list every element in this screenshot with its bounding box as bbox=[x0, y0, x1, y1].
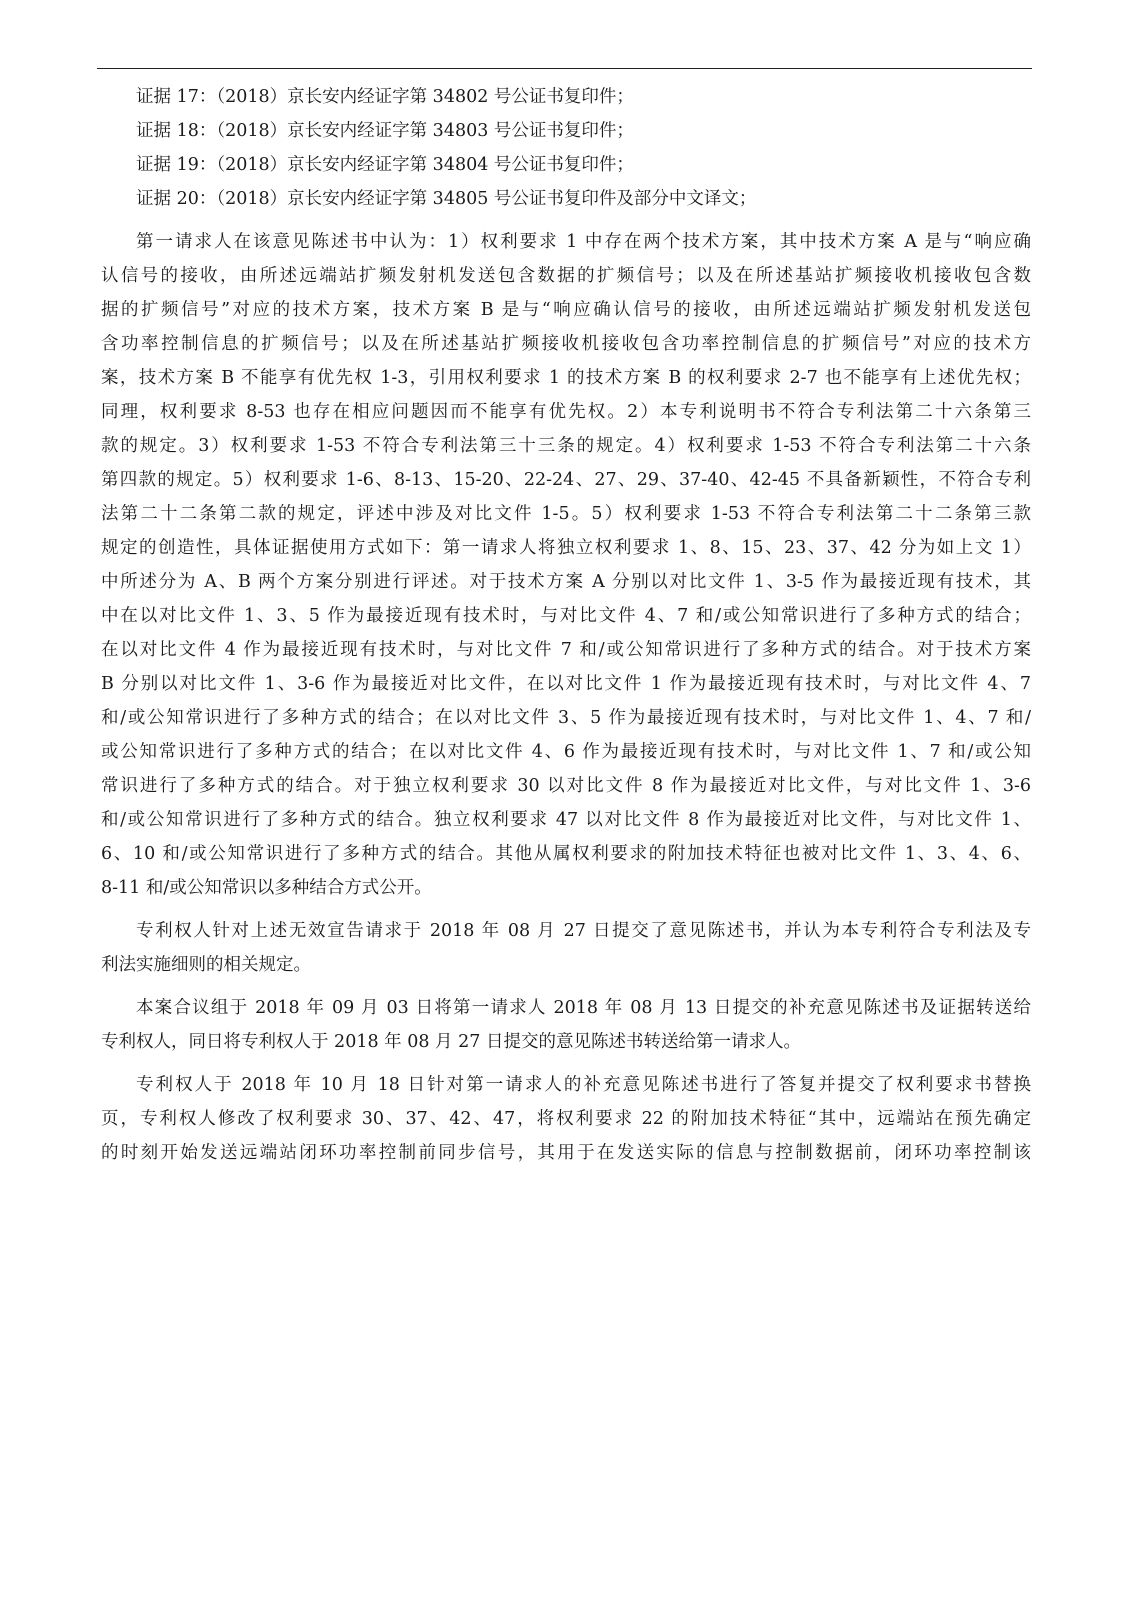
paragraph-line: 中所述分为 A、B 两个方案分别进行评述。对于技术方案 A 分别以对比文件 1、3-5 作为最接近现有技术，其 bbox=[101, 572, 1031, 592]
paragraph-panel-transfer bbox=[101, 991, 1031, 1059]
paragraph-line: 规定的创造性，具体证据使用方式如下：第一请求人将独立权利要求 1、8、15、23、37、42 分为如上文 1） bbox=[101, 538, 1031, 558]
header-rule bbox=[97, 68, 1032, 69]
paragraph-line: 第一请求人在该意见陈述书中认为：1）权利要求 1 中存在两个技术方案，其中技术方案 A 是与“响应确 bbox=[136, 232, 1031, 252]
paragraph-line: 案，技术方案 B 不能享有优先权 1-3，引用权利要求 1 的技术方案 B 的权利要求 2-7 也不能享有上述优先权； bbox=[101, 368, 1031, 388]
paragraph-line: 本案合议组于 2018 年 09 月 03 日将第一请求人 2018 年 08 月 13 日提交的补充意见陈述书及证据转送给 bbox=[136, 998, 1031, 1018]
paragraph-line: 款的规定。3）权利要求 1-53 不符合专利法第三十三条的规定。4）权利要求 1-53 不符合专利法第二十六条 bbox=[101, 436, 1031, 456]
paragraph-line: 含功率控制信息的扩频信号；以及在所述基站扩频接收机接收包含功率控制信息的扩频信号”对应的技术方 bbox=[101, 334, 1031, 354]
evidence-item: 证据 18：（2018）京长安内经证字第 34803 号公证书复印件； bbox=[136, 121, 634, 141]
paragraph-patentee-amendment bbox=[101, 1068, 1031, 1170]
paragraph-line: 和/或公知常识进行了多种方式的结合。独立权利要求 47 以对比文件 8 作为最接近对比文件，与对比文件 1、 bbox=[101, 810, 1031, 830]
paragraph-line: 利法实施细则的相关规定。 bbox=[101, 955, 311, 975]
paragraph-line: B 分别以对比文件 1、3-6 作为最接近对比文件，在以对比文件 1 作为最接近现有技术时，与对比文件 4、7 bbox=[101, 674, 1031, 694]
paragraph-line: 页，专利权人修改了权利要求 30、37、42、47，将权利要求 22 的附加技术特征“其中，远端站在预先确定 bbox=[101, 1109, 1031, 1129]
paragraph-line: 第四款的规定。5）权利要求 1-6、8-13、15-20、22-24、27、29、37-40、42-45 不具备新颖性，不符合专利 bbox=[101, 470, 1031, 490]
paragraph-line: 的时刻开始发送远端站闭环功率控制前同步信号，其用于在发送实际的信息与控制数据前，闭环功率控制该 bbox=[101, 1143, 1031, 1163]
paragraph-line: 认信号的接收，由所述远端站扩频发射机发送包含数据的扩频信号；以及在所述基站扩频接收机接收包含数 bbox=[101, 266, 1031, 286]
paragraph-line: 专利权人，同日将专利权人于 2018 年 08 月 27 日提交的意见陈述书转送给第一请求人。 bbox=[101, 1032, 801, 1052]
paragraph-line: 专利权人针对上述无效宣告请求于 2018 年 08 月 27 日提交了意见陈述书，并认为本专利符合专利法及专 bbox=[136, 921, 1031, 941]
paragraph-line: 6、10 和/或公知常识进行了多种方式的结合。其他从属权利要求的附加技术特征也被对比文件 1、3、4、6、 bbox=[101, 844, 1031, 864]
paragraph-line: 或公知常识进行了多种方式的结合；在以对比文件 4、6 作为最接近现有技术时，与对比文件 1、7 和/或公知 bbox=[101, 742, 1031, 762]
paragraph-line: 8-11 和/或公知常识以多种结合方式公开。 bbox=[101, 878, 432, 898]
paragraph-line: 同理，权利要求 8-53 也存在相应问题因而不能享有优先权。2）本专利说明书不符合专利法第二十六条第三 bbox=[101, 402, 1031, 422]
evidence-item: 证据 17：（2018）京长安内经证字第 34802 号公证书复印件； bbox=[136, 87, 634, 107]
paragraph-patentee-response bbox=[101, 914, 1031, 982]
evidence-list bbox=[101, 80, 1031, 216]
paragraph-line: 在以对比文件 4 作为最接近现有技术时，与对比文件 7 和/或公知常识进行了多种方式的结合。对于技术方案 bbox=[101, 640, 1031, 660]
document-body bbox=[101, 80, 1031, 1170]
paragraph-line: 法第二十二条第二款的规定，评述中涉及对比文件 1-5。5）权利要求 1-53 不符合专利法第二十二条第三款 bbox=[101, 504, 1031, 524]
paragraph-line: 专利权人于 2018 年 10 月 18 日针对第一请求人的补充意见陈述书进行了答复并提交了权利要求书替换 bbox=[136, 1075, 1031, 1095]
paragraph-line: 中在以对比文件 1、3、5 作为最接近现有技术时，与对比文件 4、7 和/或公知常识进行了多种方式的结合； bbox=[101, 606, 1031, 626]
evidence-item: 证据 20：（2018）京长安内经证字第 34805 号公证书复印件及部分中文译文； bbox=[136, 189, 757, 209]
paragraph-line: 和/或公知常识进行了多种方式的结合；在以对比文件 3、5 作为最接近现有技术时，与对比文件 1、4、7 和/ bbox=[101, 708, 1031, 728]
paragraph-line: 常识进行了多种方式的结合。对于独立权利要求 30 以对比文件 8 作为最接近对比文件，与对比文件 1、3-6 bbox=[101, 776, 1031, 796]
evidence-item: 证据 19：（2018）京长安内经证字第 34804 号公证书复印件； bbox=[136, 155, 634, 175]
paragraph-line: 据的扩频信号”对应的技术方案，技术方案 B 是与“响应确认信号的接收，由所述远端站扩频发射机发送包 bbox=[101, 300, 1031, 320]
paragraph-requester-opinion bbox=[101, 225, 1031, 905]
